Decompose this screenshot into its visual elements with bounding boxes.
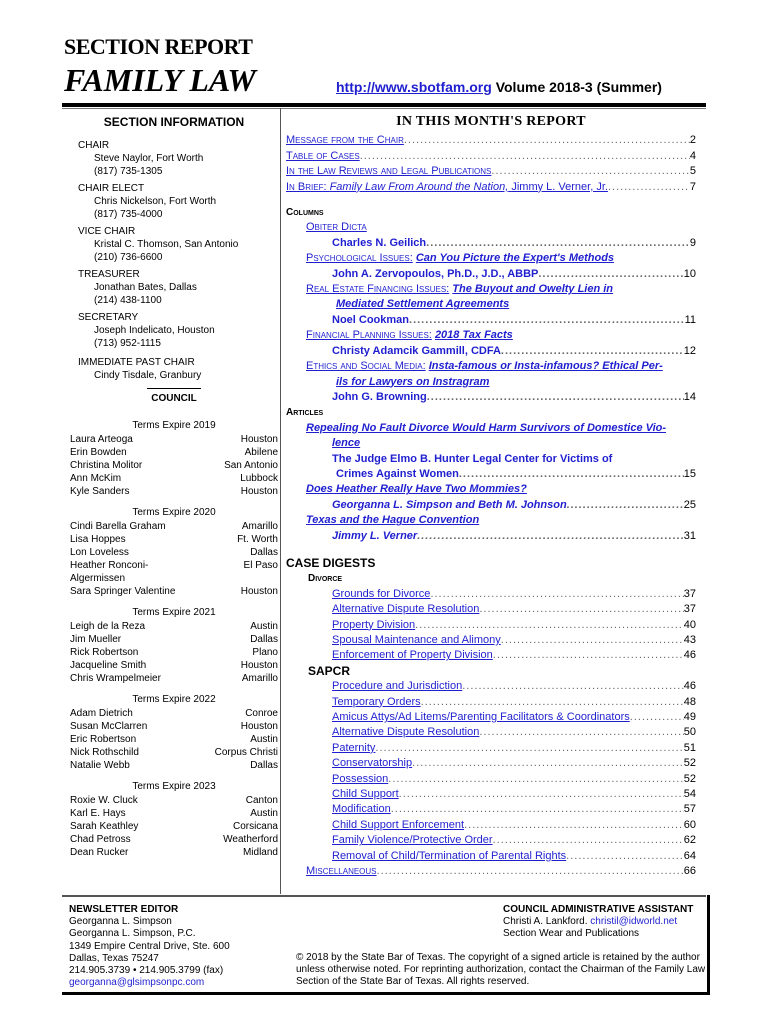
dot-leader	[608, 180, 690, 195]
digest-page: 40	[683, 618, 696, 631]
toc-item-label: Table of Cases	[286, 149, 360, 162]
divorce-heading: Divorce	[308, 573, 343, 585]
toc-item[interactable]	[286, 529, 696, 544]
officer-role: TREASURER	[78, 269, 140, 280]
council-member	[70, 794, 278, 807]
column-label: Financial Planning Issues:	[306, 329, 432, 342]
digest-page: 52	[683, 757, 696, 770]
digest-label: Alternative Dispute Resolution	[332, 726, 480, 739]
footer-divider	[62, 895, 706, 897]
dot-leader	[491, 164, 689, 179]
council-member	[70, 746, 278, 759]
dot-leader	[375, 741, 683, 756]
council-member	[70, 672, 278, 685]
council-member	[70, 820, 278, 833]
header-divider	[62, 103, 706, 107]
digest-page: 51	[683, 741, 696, 754]
member-city: El Paso	[243, 560, 278, 571]
toc-author: Charles N. Geilich	[332, 236, 427, 249]
member-city: Weatherford	[223, 834, 278, 845]
editor-email-link[interactable]: georganna@glsimpsonpc.com	[69, 977, 205, 989]
dot-leader	[388, 772, 683, 787]
officer-name: Kristal C. Thomson, San Antonio	[94, 239, 239, 250]
articles-heading: Articles	[286, 407, 324, 419]
digest-item[interactable]	[286, 818, 696, 833]
article-title[interactable]: Texas and the Hague Convention	[306, 514, 480, 527]
dot-leader	[462, 679, 684, 694]
digest-label: Grounds for Divorce	[332, 587, 431, 600]
header-divider-shadow	[62, 108, 706, 109]
member-city: Houston	[240, 586, 278, 597]
toc-page: 4	[689, 149, 696, 162]
council-separator	[147, 388, 201, 389]
officer-phone: (817) 735-4000	[94, 209, 163, 220]
dot-leader	[566, 849, 684, 864]
volume-label: Volume 2018-3 (Summer)	[495, 79, 662, 95]
digest-page: 60	[683, 818, 696, 831]
article-title-cont[interactable]: lence	[332, 437, 361, 450]
editor-line: Georganna L. Simpson	[69, 916, 172, 928]
officer-phone: (214) 438-1100	[94, 295, 162, 306]
digest-page: 62	[683, 834, 696, 847]
digest-label: Procedure and Jurisdiction	[332, 680, 463, 693]
toc-item[interactable]	[286, 344, 696, 359]
dot-leader	[415, 618, 684, 633]
member-city: Lubbock	[240, 473, 278, 484]
digest-page: 37	[683, 603, 696, 616]
member-city: Midland	[242, 847, 278, 858]
toc-author: John A. Zervopoulos, Ph.D., J.D., ABBP	[332, 267, 539, 280]
toc-author: John G. Browning	[332, 390, 427, 403]
website-link[interactable]: http://www.sbotfam.org	[336, 79, 492, 95]
member-city: Dallas	[250, 634, 278, 645]
dot-leader	[501, 344, 684, 359]
dot-leader	[479, 602, 683, 617]
toc-page: 9	[689, 236, 696, 249]
toc-item-misc[interactable]	[286, 864, 696, 879]
section-information	[70, 112, 278, 859]
digest-label: Spousal Maintenance and Alimony	[332, 634, 501, 646]
member-name: Rick Robertson	[70, 647, 139, 658]
toc-author: Jimmy L. Verner	[332, 529, 418, 542]
digest-item[interactable]	[286, 802, 696, 817]
issue-info	[336, 79, 662, 95]
column-title-cont[interactable]: ils for Lawyers on Instragram	[336, 375, 490, 388]
toc-item[interactable]	[286, 267, 696, 282]
newsletter-editor	[69, 904, 230, 989]
article-title[interactable]: Does Heather Really Have Two Mommies?	[306, 483, 527, 496]
right-border	[707, 895, 710, 995]
council-member	[70, 733, 278, 746]
column-title: The Buyout and Owelty Lien in	[452, 283, 614, 296]
council-member	[70, 720, 278, 733]
digest-label: Paternity	[332, 741, 376, 754]
toc-item-label	[286, 180, 608, 195]
member-name: Chris Wrampelmeier	[70, 673, 161, 684]
toc-item[interactable]	[286, 164, 696, 179]
dot-leader	[430, 587, 683, 602]
copyright-notice: © 2018 by the State Bar of Texas. The copyright of a signed article is retained by the author unless otherwise noted. For reprinting authorization, contact the Chairman of the Family Law Section of the State Bar of Texas. All rights reserved.	[296, 952, 706, 988]
member-city: Austin	[250, 734, 278, 745]
column-label: Ethics and Social Media:	[306, 360, 426, 373]
column-label: Psychological Issues:	[306, 252, 413, 265]
ethics-label[interactable]	[286, 359, 696, 374]
column-title: 2018 Tax Facts	[434, 329, 513, 342]
admin-email-link[interactable]: christil@idworld.net	[590, 916, 678, 928]
dot-leader	[630, 710, 684, 725]
obiter-dicta-label[interactable]: Obiter Dicta	[306, 221, 367, 234]
council-member	[70, 833, 278, 846]
member-name: Laura Arteoga	[70, 434, 133, 445]
member-name: Chad Petross	[70, 834, 131, 845]
financial-label[interactable]	[286, 328, 696, 343]
digest-page: 46	[683, 680, 696, 693]
editor-line: Georganna L. Simpson, P.C.	[69, 928, 196, 940]
toc-page: 66	[683, 865, 696, 878]
officer-role: CHAIR	[78, 140, 110, 151]
psych-issues-label[interactable]	[286, 251, 696, 266]
editor-line: 1349 Empire Central Drive, Ste. 600	[69, 940, 230, 952]
dot-leader	[399, 787, 684, 802]
digest-label: Conservatorship	[332, 757, 413, 770]
member-name: Nick Rothschild	[70, 747, 139, 758]
toc-page: 2	[689, 134, 696, 147]
digest-page: 52	[683, 772, 696, 785]
member-city: Dallas	[250, 760, 278, 771]
officer-name: Chris Nickelson, Fort Worth	[94, 196, 217, 207]
toc-page: 14	[683, 390, 696, 403]
digest-item[interactable]	[286, 710, 696, 725]
member-name: Susan McClarren	[70, 721, 148, 732]
dot-leader	[417, 529, 684, 544]
editor-title: NEWSLETTER EDITOR	[69, 904, 179, 915]
term-title: Terms Expire 2020	[132, 507, 216, 518]
dot-leader	[493, 833, 684, 848]
toc-page: 15	[683, 467, 696, 480]
digest-item[interactable]	[286, 633, 696, 648]
officer-role: SECRETARY	[78, 312, 139, 323]
sapcr-heading: SAPCR	[308, 663, 351, 678]
term-title: Terms Expire 2023	[132, 781, 216, 792]
member-name: Jacqueline Smith	[70, 660, 147, 671]
member-name: Lon Loveless	[70, 547, 129, 558]
member-city: Conroe	[245, 708, 278, 719]
member-city: Houston	[240, 721, 278, 732]
column-divider	[280, 108, 281, 894]
column-title-cont[interactable]: Mediated Settlement Agreements	[336, 298, 510, 311]
dot-leader	[427, 390, 684, 405]
dot-leader	[377, 864, 684, 879]
member-name: Ann McKim	[70, 473, 122, 484]
digest-label: Possession	[332, 772, 389, 785]
toc-page: 12	[683, 344, 696, 357]
columns-heading: Columns	[286, 207, 324, 219]
dot-leader	[409, 313, 685, 328]
member-name: Karl E. Hays	[70, 808, 126, 819]
toc-item-label: Message from the Chair	[286, 134, 404, 147]
member-name: Natalie Webb	[70, 760, 130, 771]
digest-label: Amicus Attys/Ad Litems/Parenting Facilitators & Coordinators	[332, 711, 630, 724]
member-city: Houston	[240, 660, 278, 671]
council-member	[70, 433, 278, 446]
officer-phone: (210) 736-6600	[94, 252, 163, 263]
member-city: Houston	[240, 486, 278, 497]
digest-label: Family Violence/Protective Order	[332, 834, 493, 847]
council-member	[70, 707, 278, 720]
digest-label: Modification	[332, 803, 391, 816]
report-contents	[286, 112, 696, 880]
toc-item[interactable]	[286, 390, 696, 405]
digest-page: 64	[683, 849, 696, 862]
dot-leader	[404, 133, 690, 148]
digest-item[interactable]	[286, 833, 696, 848]
member-city: Dallas	[250, 547, 278, 558]
digest-item[interactable]	[286, 648, 696, 663]
in-brief-title: Family Law From Around the Nation,	[329, 180, 509, 193]
term-title: Terms Expire 2022	[132, 694, 216, 705]
dot-leader	[391, 802, 684, 817]
dot-leader	[360, 149, 690, 164]
member-name: Dean Rucker	[70, 847, 129, 858]
toc-article-title: Crimes Against Women	[336, 467, 459, 480]
officers-list	[78, 139, 278, 382]
council-admin	[503, 904, 693, 941]
term-title: Terms Expire 2021	[132, 607, 216, 618]
digest-label: Enforcement of Property Division	[332, 649, 493, 662]
council-member	[70, 633, 278, 646]
digest-item[interactable]	[286, 741, 696, 756]
digest-item[interactable]	[286, 756, 696, 771]
council-member	[70, 659, 278, 672]
member-city: Abilene	[244, 447, 278, 458]
digest-label: Child Support	[332, 788, 399, 801]
digest-item[interactable]	[286, 725, 696, 740]
toc-page: 10	[683, 267, 696, 280]
dot-leader	[538, 267, 683, 282]
council-member	[70, 533, 278, 546]
officer-role: IMMEDIATE PAST CHAIR	[78, 357, 195, 368]
toc-author: Noel Cookman	[332, 313, 410, 326]
digest-page: 46	[683, 649, 696, 662]
digest-page: 54	[683, 788, 696, 801]
digest-page: 43	[683, 634, 696, 646]
council-member	[70, 559, 278, 585]
dot-leader	[501, 633, 684, 648]
toc-item-label: In the Law Reviews and Legal Publications	[286, 165, 492, 178]
council-member	[70, 646, 278, 659]
council-member	[70, 472, 278, 485]
article-title[interactable]: The Judge Elmo B. Hunter Legal Center for Victims of	[332, 452, 613, 465]
digest-page: 49	[683, 711, 696, 724]
toc-item-in-brief[interactable]	[286, 180, 696, 195]
member-name: Eric Robertson	[70, 734, 137, 745]
council-member	[70, 485, 278, 498]
article-title[interactable]: Repealing No Fault Divorce Would Harm Survivors of Domestice Vio-	[306, 421, 667, 434]
dot-leader	[567, 498, 684, 513]
member-name: Lisa Hoppes	[70, 534, 126, 545]
member-city: Ft. Worth	[237, 534, 278, 545]
digest-item[interactable]	[286, 618, 696, 633]
term-title: Terms Expire 2019	[132, 420, 216, 431]
council-member	[70, 846, 278, 859]
digest-item[interactable]	[286, 587, 696, 602]
digest-item[interactable]	[286, 602, 696, 617]
digest-item[interactable]	[286, 695, 696, 710]
toc-page: 5	[689, 165, 696, 178]
sapcr-list	[286, 679, 696, 864]
dot-leader	[459, 467, 684, 482]
council-member	[70, 807, 278, 820]
admin-line	[503, 916, 693, 928]
council-member	[70, 446, 278, 459]
bottom-border	[62, 992, 710, 995]
member-name: Christina Molitor	[70, 460, 143, 471]
member-city: Corpus Christi	[214, 747, 278, 758]
member-city: Austin	[250, 808, 278, 819]
member-city: Houston	[240, 434, 278, 445]
section-report-heading: SECTION REPORT	[64, 34, 253, 59]
member-city: Corsicana	[232, 821, 278, 832]
officer-phone: (713) 952-1115	[94, 338, 161, 349]
toc-page: 31	[683, 529, 696, 542]
digest-item[interactable]	[286, 849, 696, 864]
council-member	[70, 620, 278, 633]
toc-page: 7	[689, 180, 696, 193]
member-city: San Antonio	[224, 460, 278, 471]
council-title: COUNCIL	[151, 393, 197, 404]
digest-item[interactable]	[286, 772, 696, 787]
section-information-title: SECTION INFORMATION	[103, 115, 245, 129]
officer-role: VICE CHAIR	[78, 226, 136, 237]
toc-page: 25	[683, 498, 696, 511]
column-title: Insta-famous or Insta-infamous? Ethical Per-	[428, 360, 663, 373]
digest-page: 57	[683, 803, 696, 816]
toc-item[interactable]	[286, 313, 696, 328]
officer-name: Joseph Indelicato, Houston	[94, 325, 215, 336]
column-title: Can You Picture the Expert's Methods	[415, 252, 615, 265]
officer-name: Cindy Tisdale, Granbury	[94, 370, 202, 381]
toc-author: Christy Adamcik Gammill, CDFA	[332, 344, 501, 357]
column-label: Real Estate Financing Issues:	[306, 283, 450, 296]
member-name: Sara Springer Valentine	[70, 586, 176, 597]
member-name: Heather Ronconi-Algermissen	[70, 560, 149, 584]
admin-line: Section Wear and Publications	[503, 928, 640, 940]
in-brief-author: Jimmy L. Verner, Jr.	[511, 180, 608, 193]
member-name: Jim Mueller	[70, 634, 122, 645]
toc-item[interactable]	[286, 467, 696, 482]
digest-label: Alternative Dispute Resolution	[332, 603, 480, 616]
digest-label: Removal of Child/Termination of Parental Rights	[332, 849, 567, 862]
digest-page: 48	[683, 695, 696, 708]
digest-label: Temporary Orders	[332, 695, 421, 708]
family-law-heading: FAMILY LAW	[64, 62, 256, 98]
dot-leader	[426, 236, 690, 251]
admin-title: COUNCIL ADMINISTRATIVE ASSISTANT	[503, 904, 694, 915]
council-member	[70, 459, 278, 472]
toc-item[interactable]	[286, 236, 696, 251]
dot-leader	[464, 818, 684, 833]
member-city: Amarillo	[241, 521, 278, 532]
divorce-list	[286, 587, 696, 664]
toc-item[interactable]	[286, 498, 696, 513]
member-name: Cindi Barella Graham	[70, 521, 166, 532]
in-brief-label: In Brief:	[286, 180, 327, 193]
member-city: Amarillo	[241, 673, 278, 684]
council-terms	[70, 419, 278, 859]
editor-line: 214.905.3739 • 214.905.3799 (fax)	[69, 965, 224, 977]
member-city: Austin	[250, 621, 278, 632]
digest-page: 37	[683, 587, 696, 600]
officer-name: Jonathan Bates, Dallas	[94, 282, 197, 293]
member-name: Adam Dietrich	[70, 708, 133, 719]
admin-name: Christi A. Lankford.	[503, 916, 588, 928]
council-member	[70, 759, 278, 772]
toc-item[interactable]	[286, 133, 696, 148]
case-digests-heading: CASE DIGESTS	[286, 555, 376, 570]
member-name: Sarah Keathley	[70, 821, 139, 832]
member-city: Canton	[245, 795, 278, 806]
dot-leader	[412, 756, 684, 771]
digest-page: 50	[683, 726, 696, 739]
digest-item[interactable]	[286, 787, 696, 802]
toc-item[interactable]	[286, 149, 696, 164]
member-name: Kyle Sanders	[70, 486, 130, 497]
digest-label: Child Support Enforcement	[332, 818, 465, 831]
member-name: Roxie W. Cluck	[70, 795, 138, 806]
toc-page: 11	[684, 313, 696, 326]
dot-leader	[421, 695, 684, 710]
toc-author: Georganna L. Simpson and Beth M. Johnson	[332, 498, 567, 511]
council-member	[70, 546, 278, 559]
officer-name: Steve Naylor, Fort Worth	[94, 153, 204, 164]
toc-item-label: Miscellaneous	[306, 865, 377, 878]
dot-leader	[493, 648, 684, 663]
member-name: Leigh de la Reza	[70, 621, 146, 632]
officer-phone: (817) 735-1305	[94, 166, 163, 177]
council-member	[70, 520, 278, 533]
real-estate-label[interactable]	[286, 282, 696, 297]
editor-line: Dallas, Texas 75247	[69, 952, 159, 964]
member-name: Erin Bowden	[70, 447, 127, 458]
digest-label: Property Division	[332, 618, 416, 631]
council-member	[70, 585, 278, 598]
digest-item[interactable]	[286, 679, 696, 694]
officer-role: CHAIR ELECT	[78, 183, 145, 194]
member-city: Plano	[252, 647, 278, 658]
report-title: IN THIS MONTH'S REPORT	[396, 114, 586, 129]
dot-leader	[479, 725, 683, 740]
